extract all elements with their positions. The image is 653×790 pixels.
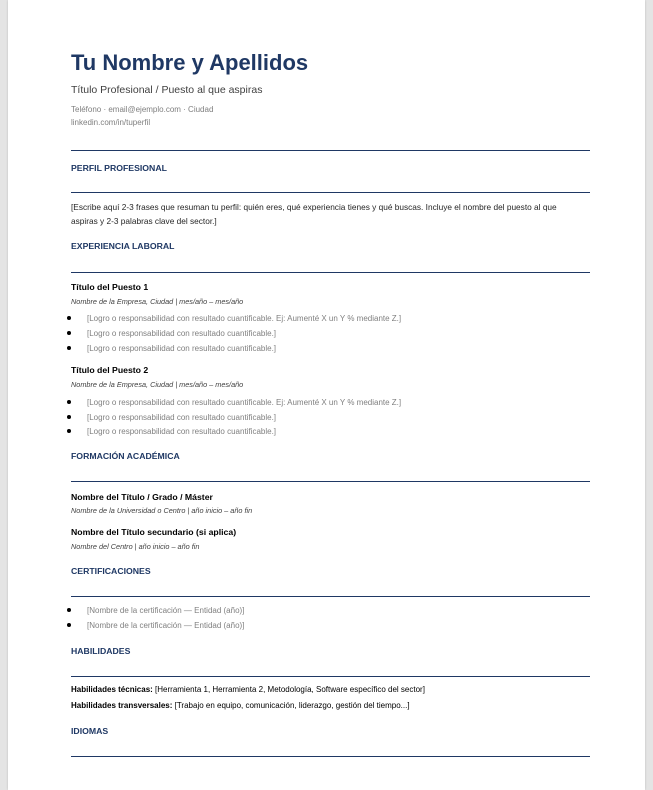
bullet-icon xyxy=(67,316,71,320)
section-title-languages: IDIOMAS xyxy=(71,726,109,736)
degree-title: Nombre del Título / Grado / Máster xyxy=(71,492,213,502)
section-divider xyxy=(71,676,590,677)
technical-skills: Habilidades técnicas: [Herramienta 1, Herramienta 2, Metodología, Software específico del sector] xyxy=(71,685,425,694)
linkedin-url: linkedin.com/in/tuperfil xyxy=(71,118,151,127)
section-title-experience: EXPERIENCIA LABORAL xyxy=(71,241,175,251)
list-item: [Logro o responsabilidad con resultado cuantificable. Ej: Aumenté X un Y % mediante Z.] xyxy=(71,314,401,323)
bullet-icon xyxy=(67,415,71,419)
job-title: Título del Puesto 2 xyxy=(71,365,149,375)
list-item: [Logro o responsabilidad con resultado cuantificable.] xyxy=(71,427,276,436)
section-divider xyxy=(71,756,590,757)
list-item: [Nombre de la certificación — Entidad (año)] xyxy=(71,621,244,630)
contact-line: Teléfono · email@ejemplo.com · Ciudad xyxy=(71,105,214,114)
section-title-education: FORMACIÓN ACADÉMICA xyxy=(71,451,180,461)
bullet-icon xyxy=(67,429,71,433)
list-item: [Logro o responsabilidad con resultado cuantificable.] xyxy=(71,329,276,338)
bullet-icon xyxy=(67,346,71,350)
section-divider xyxy=(71,150,590,151)
list-item: [Logro o responsabilidad con resultado cuantificable. Ej: Aumenté X un Y % mediante Z.] xyxy=(71,398,401,407)
degree-meta: Nombre de la Universidad o Centro | año inicio – año fin xyxy=(71,506,253,515)
section-title-profile: PERFIL PROFESIONAL xyxy=(71,163,167,173)
section-divider xyxy=(71,481,590,482)
section-divider xyxy=(71,596,590,597)
list-item: [Logro o responsabilidad con resultado cuantificable.] xyxy=(71,344,276,353)
section-title-skills: HABILIDADES xyxy=(71,646,131,656)
bullet-icon xyxy=(67,331,71,335)
resume-name: Tu Nombre y Apellidos xyxy=(71,50,309,75)
job-title: Título del Puesto 1 xyxy=(71,282,149,292)
section-divider xyxy=(71,192,590,193)
list-item: [Logro o responsabilidad con resultado cuantificable.] xyxy=(71,413,276,422)
document-page xyxy=(8,0,645,790)
section-title-certifications: CERTIFICACIONES xyxy=(71,566,151,576)
degree-title: Nombre del Título secundario (si aplica) xyxy=(71,527,237,537)
profile-text: [Escribe aquí 2-3 frases que resuman tu perfil: quién eres, qué experiencia tienes y qué buscas. Incluye el nombre del puesto al que aspiras y 2-3 palabras clave del sector.] xyxy=(71,202,557,226)
section-divider xyxy=(71,272,590,273)
degree-meta: Nombre del Centro | año inicio – año fin xyxy=(71,542,200,551)
list-item: [Nombre de la certificación — Entidad (año)] xyxy=(71,606,244,615)
professional-title: Título Profesional / Puesto al que aspiras xyxy=(71,84,263,96)
bullet-icon xyxy=(67,400,71,404)
job-meta: Nombre de la Empresa, Ciudad | mes/año – mes/año xyxy=(71,380,244,389)
bullet-icon xyxy=(67,608,71,612)
bullet-icon xyxy=(67,623,71,627)
soft-skills: Habilidades transversales: [Trabajo en equipo, comunicación, liderazgo, gestión del tiempo...] xyxy=(71,701,410,710)
job-meta: Nombre de la Empresa, Ciudad | mes/año – mes/año xyxy=(71,297,244,306)
